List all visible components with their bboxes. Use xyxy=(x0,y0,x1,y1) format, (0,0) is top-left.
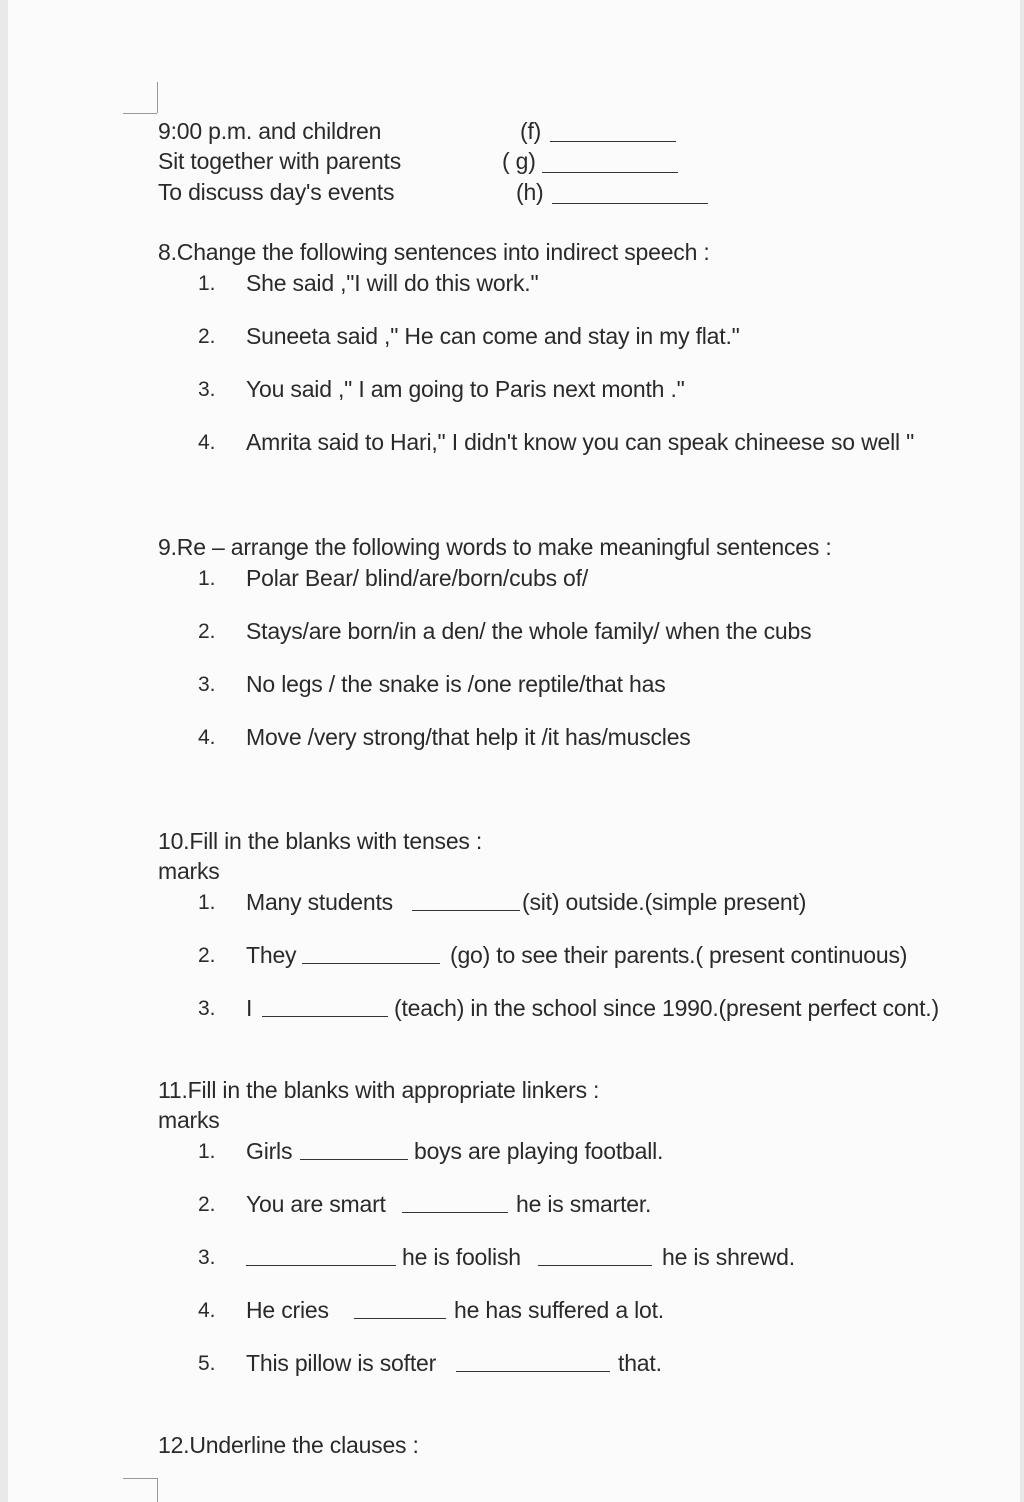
q11-item-2-text-before: You are smart xyxy=(246,1191,386,1217)
q11-item-4-number: 4. xyxy=(198,1299,216,1322)
q9-item-2-text: Stays/are born/in a den/ the whole family/ when the cubs xyxy=(246,618,812,644)
q9-item-3-text: No legs / the snake is /one reptile/that has xyxy=(246,671,666,697)
top-row-2-blank[interactable] xyxy=(542,172,678,173)
q10-item-2-text-after: (go) to see their parents.( present continuous) xyxy=(450,942,908,968)
q11-item-5-text-after: that. xyxy=(618,1350,662,1376)
q11-item-3-text-middle: he is foolish xyxy=(402,1244,521,1270)
top-row-3-label: (h) xyxy=(516,179,544,205)
q11-item-1-text-before: Girls xyxy=(246,1138,293,1164)
q9-item-2-number: 2. xyxy=(198,620,216,643)
q11-item-1-blank[interactable] xyxy=(300,1159,408,1160)
worksheet-page xyxy=(8,0,1020,1502)
q10-item-2-text-before: They xyxy=(246,942,297,968)
q11-item-4-text-before: He cries xyxy=(246,1297,329,1323)
q8-item-1-number: 1. xyxy=(198,272,216,295)
top-row-1-label: (f) xyxy=(520,118,542,144)
q10-item-2-number: 2. xyxy=(198,944,216,967)
top-row-3-blank[interactable] xyxy=(552,203,708,204)
top-margin-mark-vertical xyxy=(157,82,158,113)
q11-item-3-blank-2[interactable] xyxy=(538,1265,652,1266)
q11-item-2-blank[interactable] xyxy=(402,1212,508,1213)
q8-item-1-text: She said ,"I will do this work." xyxy=(246,270,539,296)
q10-heading: 10.Fill in the blanks with tenses : xyxy=(158,828,483,854)
q11-item-1-text-after: boys are playing football. xyxy=(414,1138,664,1164)
q8-heading: 8.Change the following sentences into indirect speech : xyxy=(158,239,710,265)
q11-heading: 11.Fill in the blanks with appropriate linkers : xyxy=(158,1077,600,1103)
q9-item-3-number: 3. xyxy=(198,673,216,696)
q9-item-1-number: 1. xyxy=(198,567,216,590)
q11-item-3-blank-1[interactable] xyxy=(246,1265,396,1266)
q9-item-4-number: 4. xyxy=(198,726,216,749)
q11-item-2-number: 2. xyxy=(198,1193,216,1216)
q12-heading: 12.Underline the clauses : xyxy=(158,1432,419,1458)
q10-item-3-text-before: I xyxy=(246,995,253,1021)
q10-item-3-text-after: (teach) in the school since 1990.(present perfect cont.) xyxy=(394,995,939,1021)
q9-heading: 9.Re – arrange the following words to make meaningful sentences : xyxy=(158,534,832,560)
q10-marks: marks xyxy=(158,858,220,884)
q8-item-4-text: Amrita said to Hari," I didn't know you can speak chineese so well " xyxy=(246,429,915,455)
top-row-1-text: 9:00 p.m. and children xyxy=(158,118,382,144)
top-margin-mark xyxy=(123,113,157,114)
q10-item-1-text-after: (sit) outside.(simple present) xyxy=(522,889,807,915)
top-row-2-text: Sit together with parents xyxy=(158,148,402,174)
q11-marks: marks xyxy=(158,1107,220,1133)
q10-item-3-blank[interactable] xyxy=(262,1016,388,1017)
q8-item-3-number: 3. xyxy=(198,378,216,401)
q11-item-3-number: 3. xyxy=(198,1246,216,1269)
q10-item-1-text-before: Many students xyxy=(246,889,393,915)
q10-item-3-number: 3. xyxy=(198,997,216,1020)
q8-item-4-number: 4. xyxy=(198,431,216,454)
q9-item-4-text: Move /very strong/that help it /it has/muscles xyxy=(246,724,691,750)
q8-item-2-number: 2. xyxy=(198,325,216,348)
q11-item-1-number: 1. xyxy=(198,1140,216,1163)
q10-item-2-blank[interactable] xyxy=(302,963,440,964)
q11-item-2-text-after: he is smarter. xyxy=(516,1191,652,1217)
q9-item-1-text: Polar Bear/ blind/are/born/cubs of/ xyxy=(246,565,589,591)
q11-item-3-text-after: he is shrewd. xyxy=(662,1244,795,1270)
q11-item-4-blank[interactable] xyxy=(354,1318,446,1319)
q8-item-2-text: Suneeta said ," He can come and stay in my flat." xyxy=(246,323,740,349)
q11-item-4-text-after: he has suffered a lot. xyxy=(454,1297,664,1323)
q10-item-1-blank[interactable] xyxy=(412,910,520,911)
q10-item-1-number: 1. xyxy=(198,891,216,914)
q11-item-5-text-before: This pillow is softer xyxy=(246,1350,437,1376)
top-row-1-blank[interactable] xyxy=(550,141,676,142)
bottom-margin-mark-vertical xyxy=(157,1478,158,1502)
bottom-margin-mark xyxy=(123,1478,157,1479)
q8-item-3-text: You said ," I am going to Paris next month ." xyxy=(246,376,685,402)
top-row-3-text: To discuss day's events xyxy=(158,179,395,205)
q11-item-5-number: 5. xyxy=(198,1352,216,1375)
top-row-2-label: ( g) xyxy=(502,148,536,174)
q11-item-5-blank[interactable] xyxy=(456,1371,610,1372)
